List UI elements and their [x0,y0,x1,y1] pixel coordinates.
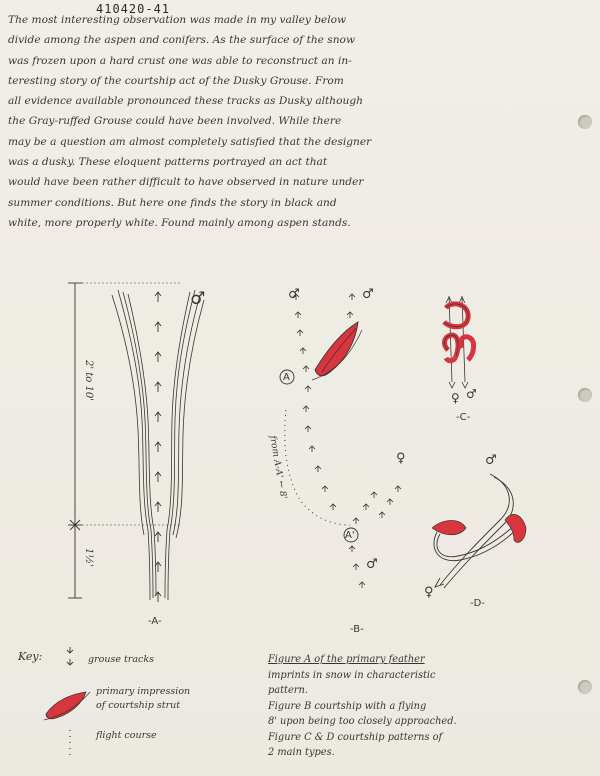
female-symbol: ♀ [424,585,434,600]
red-feather-loop [444,304,468,327]
key-flight: flight course [96,730,157,741]
note-line: Figure A of the primary feather [268,654,425,665]
red-feather-impression [312,322,362,380]
figure-c-label: -C- [456,412,471,423]
key-impression-line1: primary impression [96,686,191,697]
female-symbol: ♀ [396,451,406,466]
red-feather-loop [445,335,474,361]
narrative-line: summer conditions. But here one finds the story in black and [8,196,337,209]
key-title: Key: [18,650,43,663]
narrative-line: was a dusky. These eloquent patterns portrayed an act that [8,156,328,169]
feather-imprint-left [112,290,156,600]
grouse-tracks [155,292,161,602]
figure-b-label: -B- [350,624,364,635]
male-symbol: ♂ [190,289,206,309]
dimension-upper-label: 2' to 10' [83,360,94,401]
male-symbol: ♂ [485,453,497,468]
figure-notes [268,652,568,761]
note-line: imprints in snow in characteristic [268,669,436,681]
narrative-line: teresting story of the courtship act of the Dusky Grouse. From [8,74,344,87]
note-line: Figure C & D courtship patterns of [268,731,443,743]
narrative-line: would have been rather difficult to have observed in nature under [8,176,364,189]
note-line: 2 main types. [268,747,335,758]
male-symbol: ♂ [362,287,374,302]
female-symbol: ♀ [451,391,460,405]
dimension-lower-label: 1½' [83,548,94,567]
note-line: Figure B courtship with a flying [268,700,427,712]
figure-a-label: -A- [148,616,162,627]
narrative-line: The most interesting observation was made in my valley below [8,14,347,26]
note-line: pattern. [268,685,308,696]
key-tracks: grouse tracks [88,654,154,665]
male-symbol: ♂ [466,387,477,401]
figure-d-label: -D- [470,598,485,609]
note-line: 8' upon being too closely approached. [268,716,457,727]
legend-key [14,640,264,770]
narrative-line: may be a question am almost completely satisfied that the designer [8,135,372,148]
male-symbol: ♂ [366,557,378,572]
red-feather-impression [432,514,526,542]
flight-course [285,410,350,525]
figure-d [424,453,526,609]
narrative-line: was frozen upon a hard crust one was able to reconstruct an in- [8,54,352,67]
key-impression-line2: of courtship strut [96,700,181,711]
narrative-line: white, more properly white. Found mainly among aspen stands. [8,216,351,229]
feather-imprint-right [165,290,204,600]
figure-b [267,287,406,635]
point-a2-label: A' [345,530,355,541]
narrative-line: divide among the aspen and conifers. As the surface of the snow [8,34,356,47]
narrative-line: all evidence available pronounced these tracks as Dusky although [8,95,363,108]
from-note: from A-A' ← 8' [267,434,289,500]
figure-a [68,283,205,627]
figure-c [444,296,477,423]
point-a-label: A [283,372,290,383]
document-id: 410420-41 [96,2,171,16]
narrative-line: the Gray-ruffed Grouse could have been involved. While there [8,115,342,128]
male-symbol: ♂ [288,287,300,302]
